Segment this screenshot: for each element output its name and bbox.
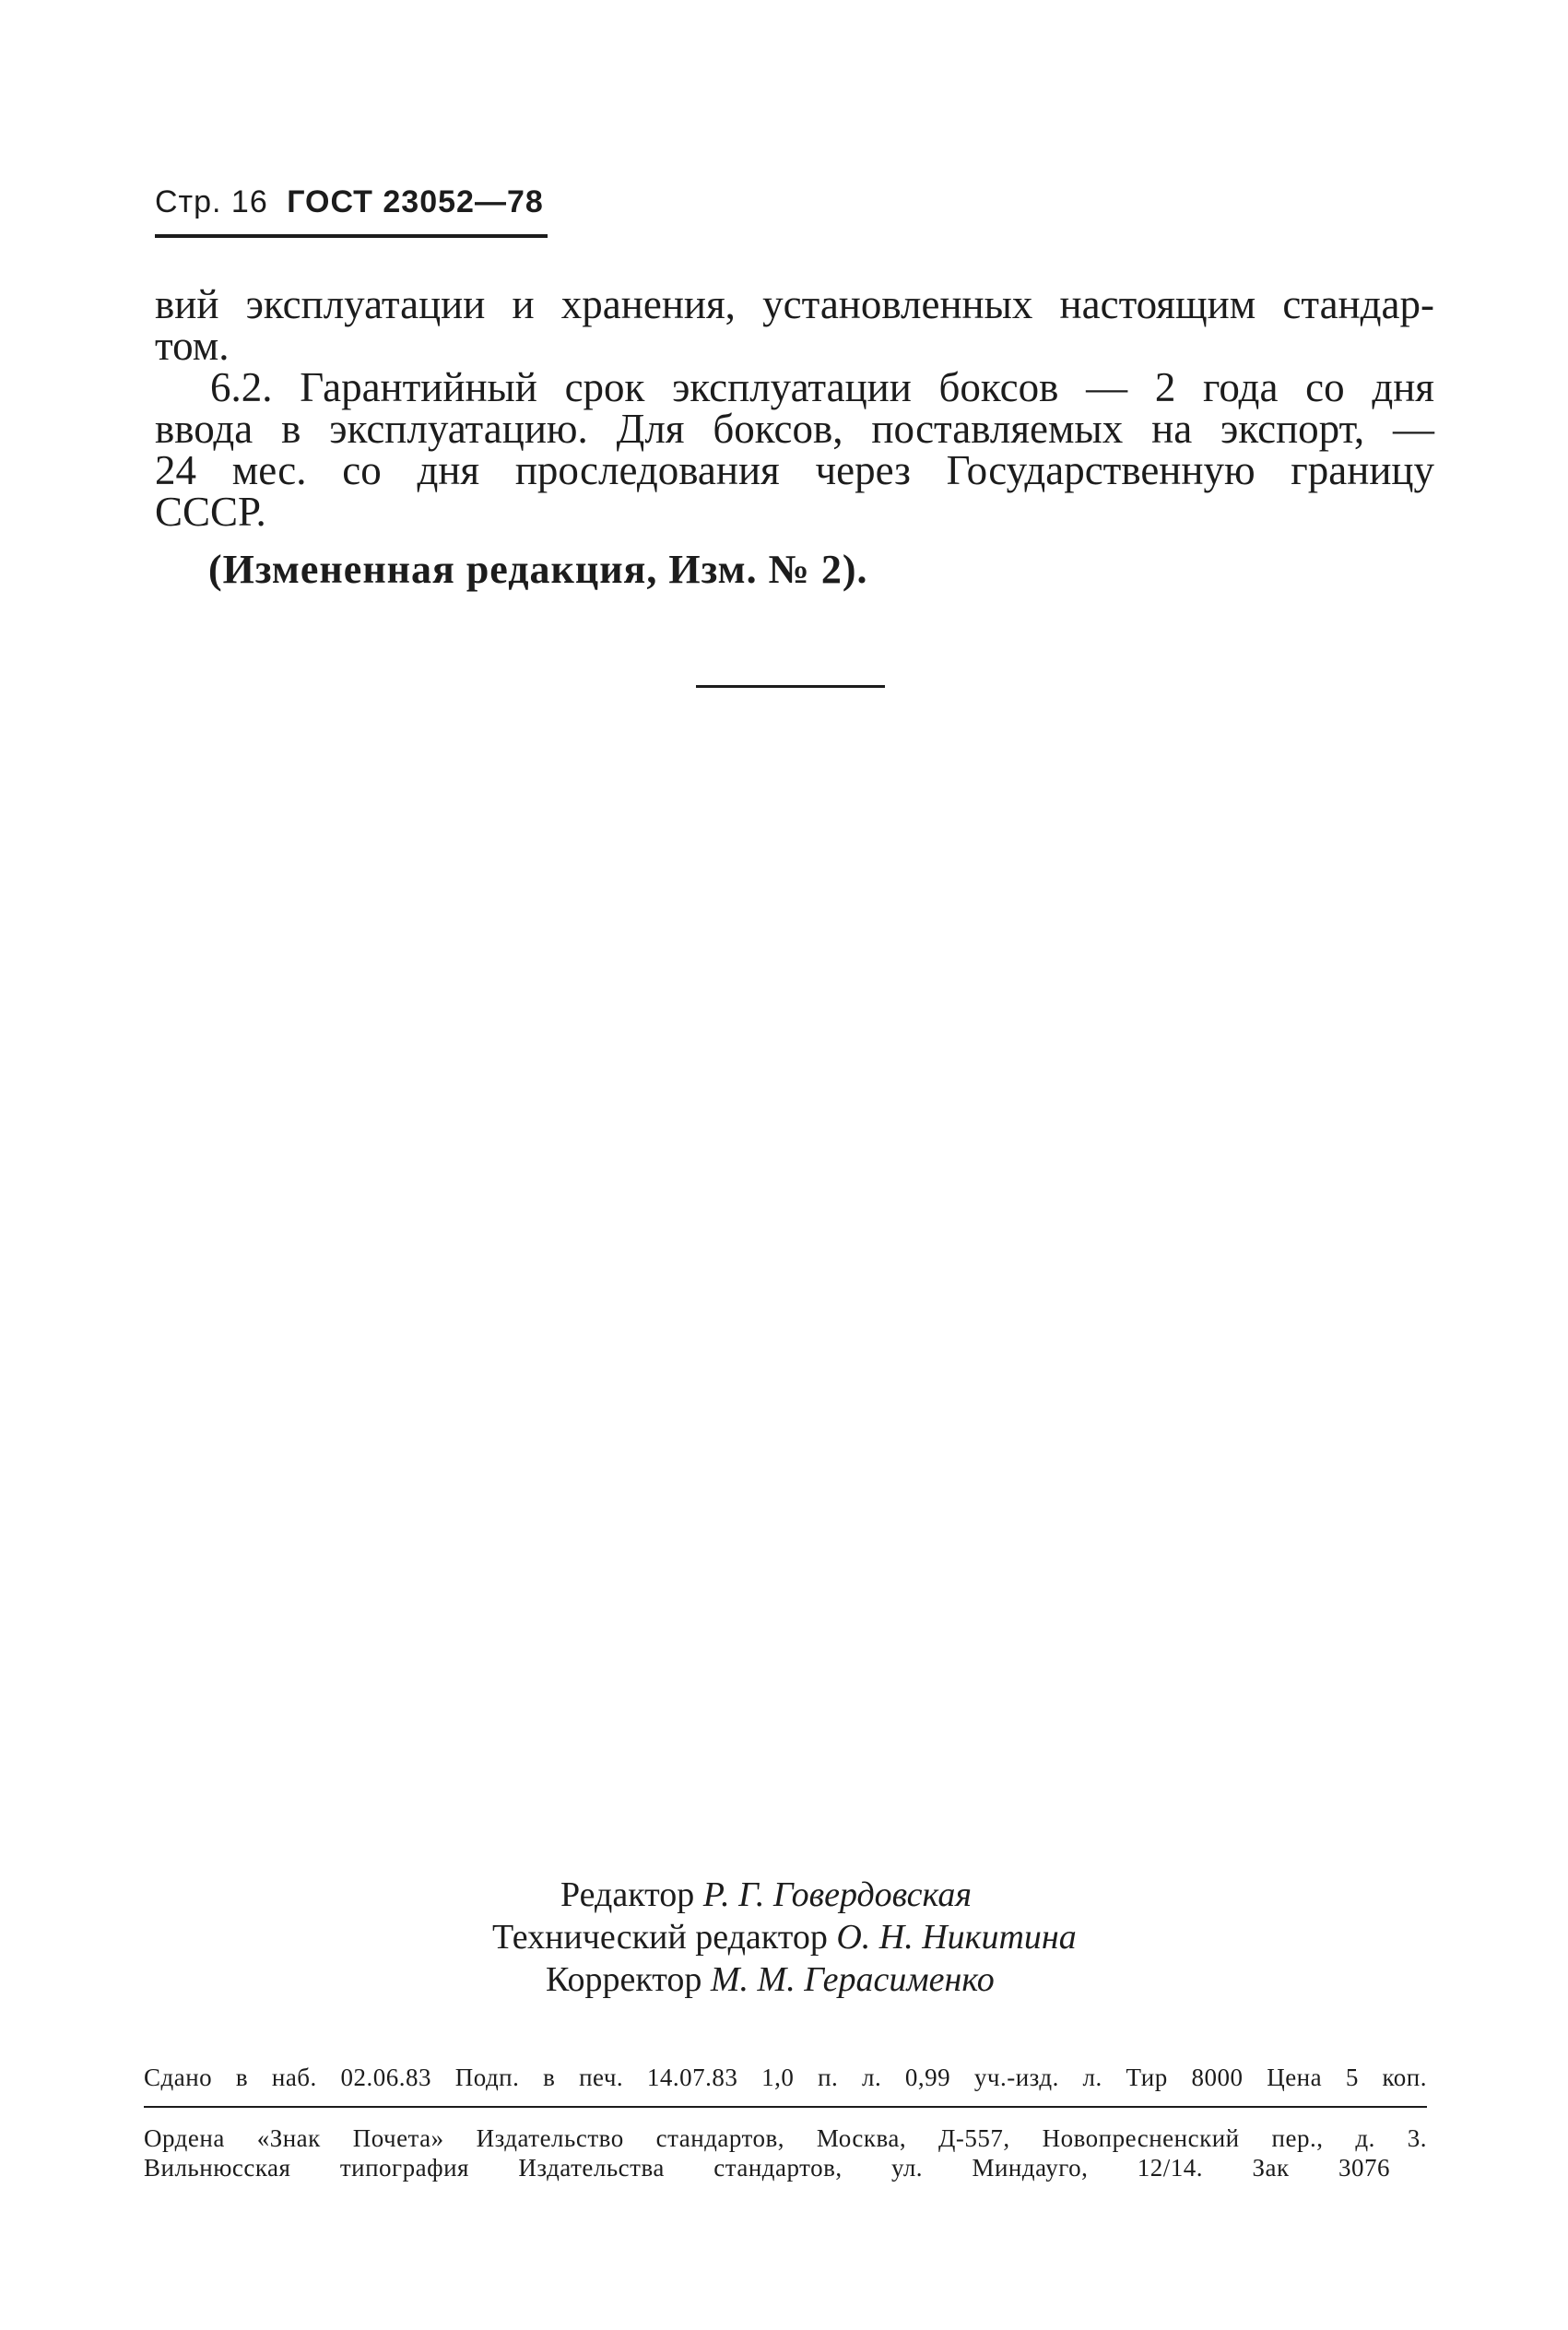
- end-of-text-rule: [696, 685, 885, 688]
- credit-editor: [560, 1874, 1568, 1916]
- page-number: Стр. 16: [155, 184, 268, 219]
- print-imprint: Сдано в наб. 02.06.83 Подп. в печ. 14.07.83 1,0 п. л. 0,99 уч.-изд. л. Тир 8000 Цена 5 коп.: [144, 2064, 1427, 2091]
- credit-role: Технический редактор: [492, 1918, 828, 1957]
- change-note: (Измененная редакция, Изм. № 2).: [208, 547, 868, 592]
- credit-person: М. М. Герасименко: [710, 1960, 995, 1999]
- credit-person: Р. Г. Говердовская: [702, 1875, 973, 1914]
- text-line: СССР.: [155, 489, 266, 535]
- text-line: ввода в эксплуатацию. Для боксов, поставляемых на экспорт, —: [155, 406, 1434, 452]
- publisher-line: Ордена «Знак Почета» Издательство стандартов, Москва, Д-557, Новопресненский пер., д. 3.: [144, 2124, 1427, 2152]
- text-line: 24 мес. со дня проследования через Государственную границу: [155, 447, 1434, 493]
- credit-technical-editor: [492, 1916, 1568, 1958]
- header-rule: [155, 234, 548, 238]
- credit-role: Корректор: [546, 1960, 702, 1999]
- credit-role: Редактор: [560, 1875, 695, 1914]
- section-6-2-paragraph: [155, 364, 1434, 535]
- text-line: 6.2. Гарантийный срок эксплуатации боксов — 2 года со дня: [210, 364, 1434, 410]
- printer-line: Вильнюсская типография Издательства стандартов, ул. Миндауго, 12/14. Зак 3076: [144, 2154, 1390, 2182]
- editorial-credits: [0, 1874, 1568, 2001]
- credit-person: О. Н. Никитина: [836, 1918, 1077, 1957]
- standard-designation: ГОСТ 23052—78: [287, 184, 544, 219]
- imprint-rule: [144, 2106, 1427, 2108]
- continued-paragraph: [155, 281, 1434, 369]
- page-header: [155, 184, 544, 220]
- credit-proofreader: [546, 1958, 1568, 2001]
- text-line: том.: [155, 323, 230, 369]
- text-line: вий эксплуатации и хранения, установленных настоящим стандар-: [155, 281, 1434, 327]
